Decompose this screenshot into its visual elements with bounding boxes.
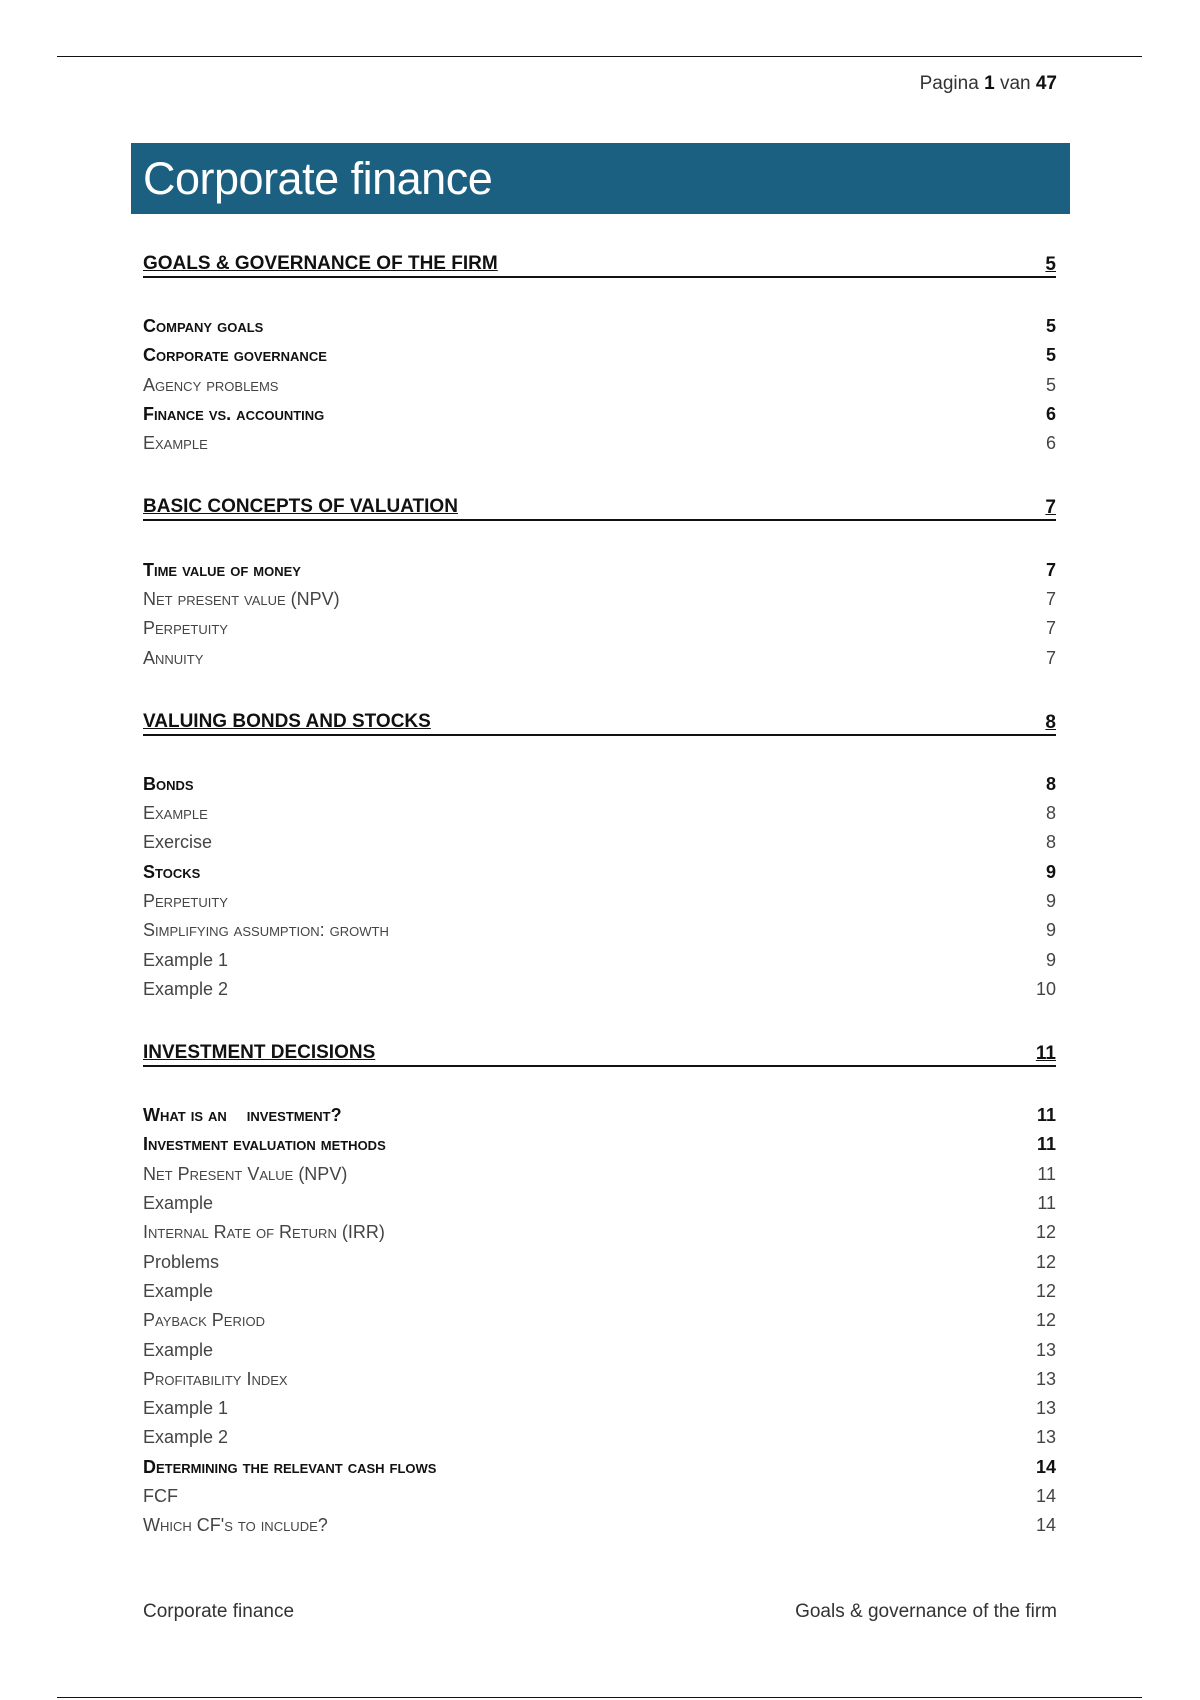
toc-entry[interactable] — [143, 1365, 1056, 1394]
toc-entry[interactable] — [143, 1160, 1056, 1189]
toc-entry-text: Company goals — [143, 316, 264, 337]
toc-entry-page: 9 — [1045, 891, 1056, 911]
toc-entry-page: 9 — [1045, 920, 1056, 941]
toc-entry-page: 11 — [1037, 1163, 1056, 1184]
toc-entry-page: 11 — [1036, 1105, 1056, 1126]
toc-spacer — [143, 1004, 1056, 1035]
toc-entry-page: 5 — [1045, 345, 1056, 366]
page-number: Pagina 1 van 47 — [919, 73, 1057, 94]
toc-section-heading[interactable] — [143, 704, 1056, 736]
toc-entry-page: 9 — [1045, 861, 1056, 882]
toc-entry-text: Stocks — [143, 861, 201, 882]
toc-entry-page: 8 — [1045, 803, 1056, 824]
toc-entry-page: 13 — [1035, 1368, 1056, 1389]
toc-entry-text: Internal Rate of Return (IRR) — [143, 1222, 385, 1243]
toc-entry[interactable] — [143, 614, 1056, 643]
toc-entry-page: 13 — [1035, 1339, 1056, 1360]
header-rule — [57, 56, 1142, 57]
toc-entry-page: 10 — [1035, 978, 1056, 999]
toc-section-page: 8 — [1045, 711, 1056, 733]
footer-document-title: Corporate finance — [143, 1601, 295, 1622]
toc-entry[interactable] — [143, 770, 1056, 799]
toc-entry[interactable] — [143, 1423, 1056, 1452]
toc-entry-text: Investment evaluation methods — [143, 1134, 386, 1155]
toc-entry[interactable] — [143, 312, 1056, 341]
toc-entry-page: 6 — [1045, 433, 1056, 454]
toc-entry-page: 7 — [1045, 647, 1056, 668]
toc-spacer — [143, 673, 1056, 704]
document-title-banner — [131, 143, 1070, 214]
toc-entry[interactable] — [143, 1335, 1056, 1364]
toc-entry-page: 8 — [1045, 832, 1056, 853]
toc-entry[interactable] — [143, 799, 1056, 828]
toc-entry-text: What is an investment? — [143, 1105, 342, 1126]
toc-entry[interactable] — [143, 1277, 1056, 1306]
toc-entry-text: Example — [143, 803, 208, 824]
toc-section-heading[interactable] — [143, 489, 1056, 521]
toc-entry[interactable] — [143, 555, 1056, 584]
toc-entry-text: Example 2 — [143, 1427, 229, 1448]
toc-entry-text: Simplifying assumption: growth — [143, 920, 389, 941]
toc-entry-page: 14 — [1035, 1515, 1056, 1536]
toc-section-page: 11 — [1035, 1043, 1056, 1065]
toc-entry[interactable] — [143, 429, 1056, 458]
document-title: Corporate finance — [143, 153, 493, 204]
toc-entry-text: Example 1 — [143, 1398, 229, 1419]
toc-entry-text: Which CF's to include? — [143, 1515, 328, 1536]
toc-entry-page: 7 — [1045, 618, 1056, 639]
toc-entry-text: Finance vs. accounting — [143, 404, 325, 425]
toc-entry[interactable] — [143, 341, 1056, 370]
toc-section-title: GOALS & GOVERNANCE OF THE FIRM — [143, 253, 498, 274]
toc-entry-text: Annuity — [143, 647, 204, 668]
toc-entry-text: Determining the relevant cash flows — [143, 1456, 437, 1477]
toc-entry-text: Example — [143, 1339, 214, 1360]
toc-entry-page: 5 — [1045, 316, 1056, 337]
toc-entry[interactable] — [143, 858, 1056, 887]
footer-rule — [57, 1697, 1142, 1698]
toc-entry-text: Profitability Index — [143, 1368, 288, 1389]
toc-entry-text: Perpetuity — [143, 618, 228, 639]
toc-entry[interactable] — [143, 371, 1056, 400]
toc-entry-text: Corporate governance — [143, 345, 327, 366]
toc-entry-page: 7 — [1045, 559, 1056, 580]
toc-entry-page: 13 — [1035, 1398, 1056, 1419]
toc-entry[interactable] — [143, 1218, 1056, 1247]
toc-entry-text: Payback Period — [143, 1310, 265, 1331]
toc-section-page: 7 — [1045, 497, 1056, 519]
toc-entry-text: FCF — [143, 1486, 178, 1507]
toc-entry[interactable] — [143, 1130, 1056, 1159]
toc-spacer — [143, 458, 1056, 489]
toc-entry-page: 12 — [1035, 1222, 1056, 1243]
toc-entry-text: Net Present Value (NPV) — [143, 1163, 348, 1184]
toc-entry-page: 8 — [1045, 773, 1056, 794]
toc-entry[interactable] — [143, 945, 1056, 974]
toc-entry-text: Exercise — [143, 832, 213, 853]
toc-entry-text: Net present value (NPV) — [143, 588, 340, 609]
toc-entry-text: Example — [143, 1193, 214, 1214]
toc-entry-text: Agency problems — [143, 374, 279, 395]
toc-entry-page: 6 — [1045, 404, 1056, 425]
toc-entry-text: Example — [143, 1280, 214, 1301]
toc-entry-page: 12 — [1035, 1251, 1056, 1272]
table-of-contents — [143, 246, 1056, 1541]
toc-entry-text: Time value of money — [143, 559, 301, 580]
toc-entry[interactable] — [143, 887, 1056, 916]
toc-entry[interactable] — [143, 1482, 1056, 1511]
toc-entry-page: 14 — [1035, 1486, 1056, 1507]
toc-entry-page: 11 — [1036, 1134, 1056, 1155]
toc-entry-page: 14 — [1035, 1456, 1056, 1477]
toc-entry[interactable] — [143, 975, 1056, 1004]
toc-section-title: BASIC CONCEPTS OF VALUATION — [143, 496, 458, 518]
toc-entry-text: Example — [143, 433, 208, 454]
toc-entry-page: 12 — [1035, 1280, 1056, 1301]
toc-entry-page: 7 — [1045, 588, 1056, 609]
footer-section-title: Goals & governance of the firm — [795, 1601, 1057, 1622]
toc-entry-text: Example 2 — [143, 978, 229, 999]
toc-entry-page: 13 — [1035, 1427, 1056, 1448]
toc-entry[interactable] — [143, 1453, 1056, 1482]
toc-section-page: 5 — [1045, 254, 1056, 275]
toc-section-heading[interactable] — [143, 1035, 1056, 1067]
toc-entry[interactable] — [143, 1248, 1056, 1277]
toc-entry[interactable] — [143, 1189, 1056, 1218]
toc-entry-text: Bonds — [143, 773, 194, 794]
toc-entry-text: Example 1 — [143, 949, 229, 970]
toc-entry-text: Problems — [143, 1251, 220, 1272]
toc-entry[interactable] — [143, 916, 1056, 945]
toc-entry-text: Perpetuity — [143, 891, 228, 911]
toc-entry[interactable] — [143, 828, 1056, 857]
toc-entry-page: 5 — [1045, 374, 1056, 395]
toc-entry[interactable] — [143, 643, 1056, 672]
toc-entry[interactable] — [143, 1511, 1056, 1540]
toc-section-heading[interactable] — [143, 246, 1056, 278]
toc-section-title: INVESTMENT DECISIONS — [143, 1042, 376, 1064]
toc-section-title: VALUING BONDS AND STOCKS — [143, 710, 431, 732]
toc-entry[interactable] — [143, 400, 1056, 429]
toc-entry-page: 9 — [1045, 949, 1056, 970]
toc-entry[interactable] — [143, 1306, 1056, 1335]
toc-entry-page: 11 — [1037, 1193, 1056, 1214]
toc-entry[interactable] — [143, 1394, 1056, 1423]
toc-entry-page: 12 — [1035, 1310, 1056, 1331]
toc-entry[interactable] — [143, 585, 1056, 614]
toc-entry[interactable] — [143, 1101, 1056, 1130]
